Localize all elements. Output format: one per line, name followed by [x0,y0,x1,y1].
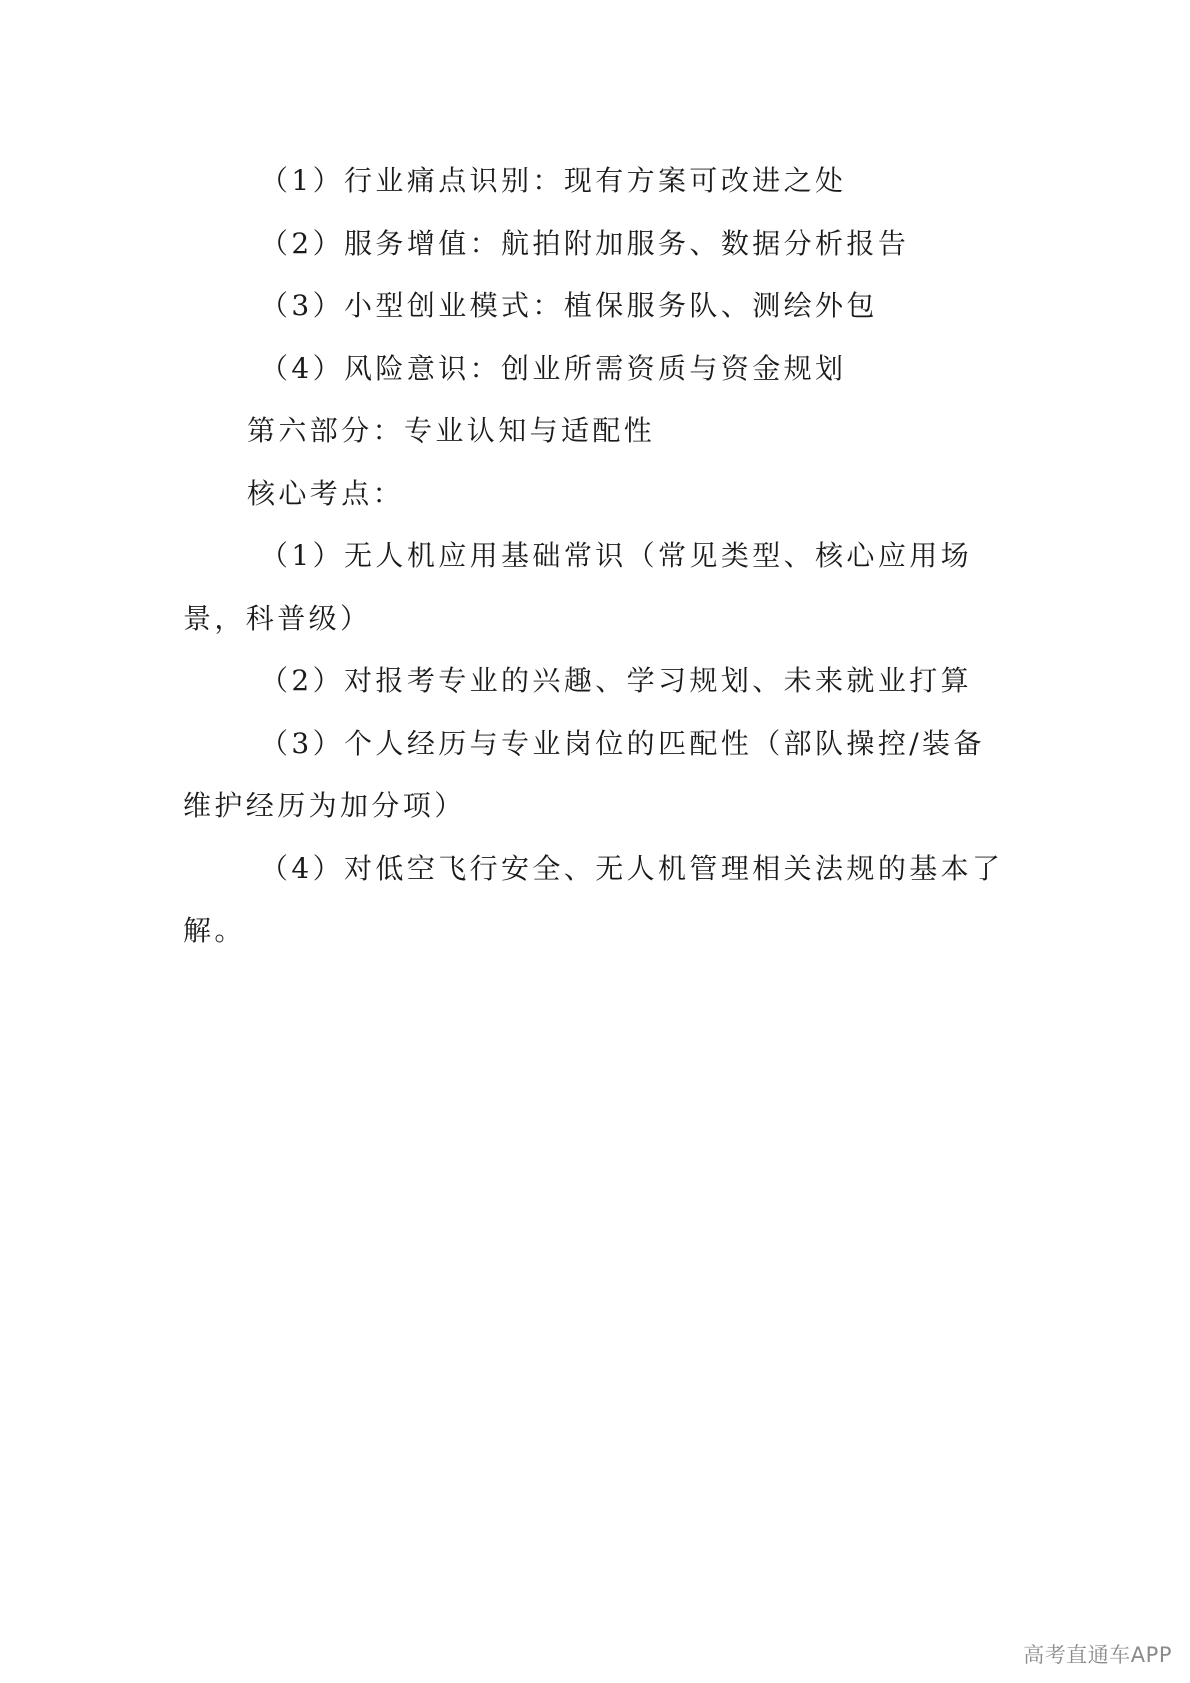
list-item-risk-awareness: （4）风险意识：创业所需资质与资金规划 [260,351,847,385]
document-body [183,150,1013,963]
list-item-drone-basics: （1）无人机应用基础常识（常见类型、核心应用场景，科普级） [183,539,973,635]
section-heading-part-six: 第六部分：专业认知与适配性 [247,414,656,447]
list-item-major-interest: （2）对报考专业的兴趣、学习规划、未来就业打算 [260,664,973,697]
list-item-experience-fit: （3）个人经历与专业岗位的匹配性（部队操控/装备维护经历为加分项） [183,726,985,822]
core-points-heading: 核心考点： [247,476,405,510]
list-item-pain-points: （1）行业痛点识别：现有方案可改进之处 [260,164,847,197]
app-watermark: 高考直通车APP [1023,1643,1172,1667]
list-item-value-added-services: （2）服务增值：航拍附加服务、数据分析报告 [260,226,910,260]
list-item-startup-models: （3）小型创业模式：植保服务队、测绘外包 [260,289,878,322]
list-item-regulations: （4）对低空飞行安全、无人机管理相关法规的基本了解。 [183,851,1004,947]
